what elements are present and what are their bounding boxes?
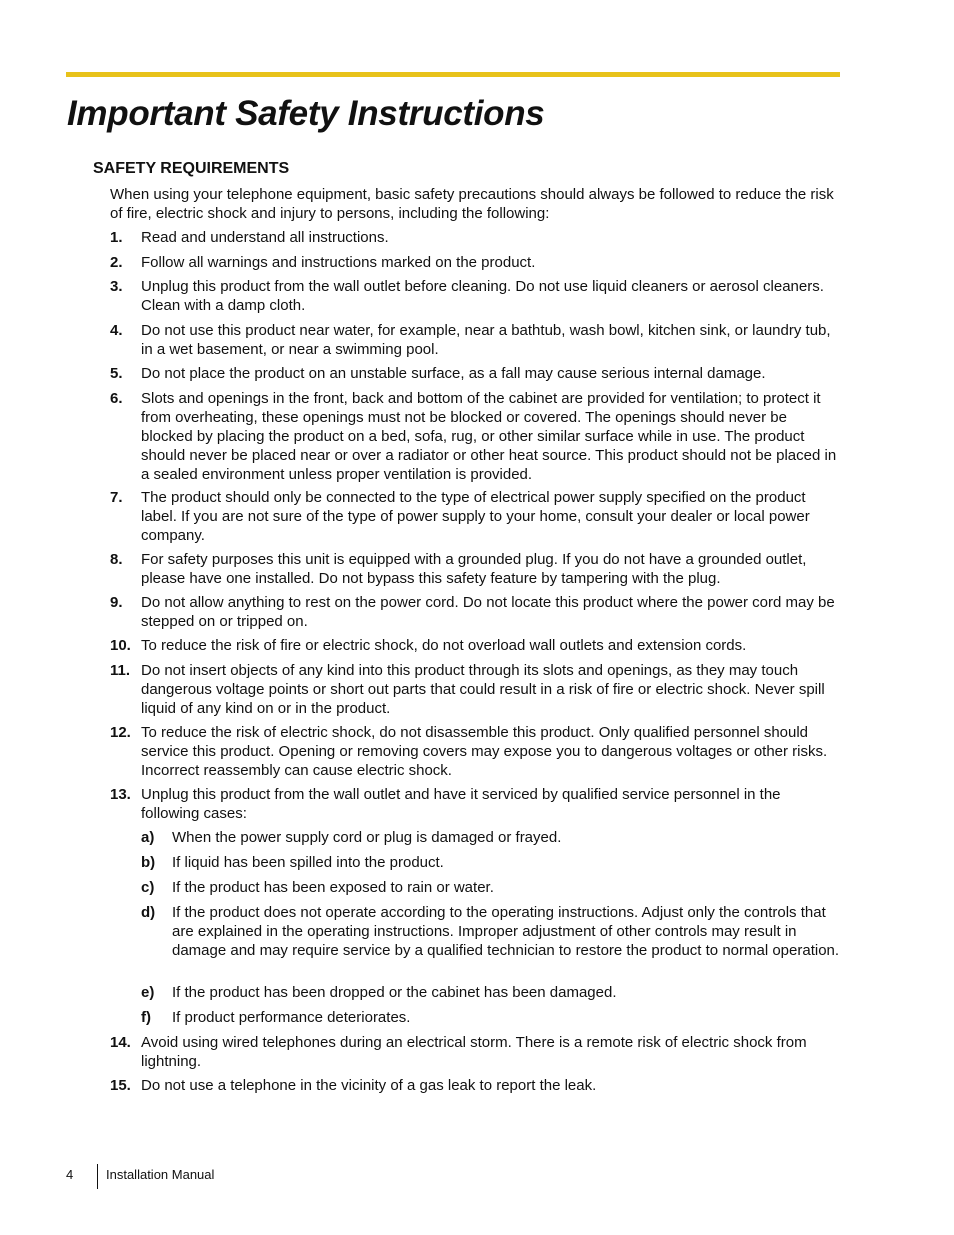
sub-list-item [141,853,840,878]
sub-item-letter: a) [141,829,155,846]
item-number: 8. [110,551,123,568]
item-number: 4. [110,322,123,339]
list-item [110,488,840,550]
sub-list-item [141,903,840,983]
list-item [110,785,840,828]
section-heading: SAFETY REQUIREMENTS [93,160,290,177]
item-number: 13. [110,786,131,803]
list-item [110,389,840,488]
item-text: Avoid using wired telephones during an electrical storm. There is a remote risk of electric shock from lightning. [141,1034,807,1070]
sub-list-item [141,1008,840,1033]
footer-divider [97,1164,98,1189]
list-item [110,1076,840,1101]
intro-paragraph: When using your telephone equipment, basic safety precautions should always be followed to reduce the risk of fire, electric shock and injury to persons, including the following: [110,186,834,222]
sub-item-text: If liquid has been spilled into the product. [172,854,444,871]
item-number: 12. [110,724,131,741]
item-number: 3. [110,278,123,295]
item-text: Unplug this product from the wall outlet before cleaning. Do not use liquid cleaners or aerosol cleaners. Clean with a damp cloth. [141,278,824,314]
sub-item-text: When the power supply cord or plug is damaged or frayed. [172,829,562,846]
item-text: Do not use this product near water, for example, near a bathtub, wash bowl, kitchen sink, or laundry tub, in a wet basement, or near a swimming pool. [141,322,831,358]
list-item [110,277,840,321]
item-number: 6. [110,390,123,407]
item-text: To reduce the risk of electric shock, do not disassemble this product. Only qualified personnel should service this product. Opening or removing covers may expose you to dangerous voltages or other risks. Incorrect reassembly can cause electric shock. [141,724,828,779]
item-number: 14. [110,1034,131,1051]
sub-item-letter: b) [141,854,156,871]
item-number: 1. [110,229,123,246]
header-rule [66,72,840,77]
list-item [110,636,840,661]
item-text: Do not place the product on an unstable surface, as a fall may cause serious internal damage. [141,365,766,382]
list-item [110,661,840,723]
item-text: For safety purposes this unit is equipped with a grounded plug. If you do not have a grounded outlet, please have one installed. Do not bypass this safety feature by tampering with the plug. [141,551,807,587]
item-text: Do not insert objects of any kind into this product through its slots and openings, as they may touch dangerous voltage points or short out parts that could result in a risk of fire or electric shock. Never spill liquid of any kind on or in the product. [141,662,825,717]
sub-item-letter: e) [141,984,155,1001]
list-item [110,364,840,389]
list-item [110,321,840,364]
item-number: 2. [110,254,123,271]
page-title: Important Safety Instructions [67,94,545,133]
list-item [110,550,840,593]
item-number: 7. [110,489,123,506]
item-text: The product should only be connected to the type of electrical power supply specified on the product label. If you are not sure of the type of power supply to your home, consult your dealer or local power company. [141,489,810,544]
page-number: 4 [66,1167,74,1182]
item-number: 15. [110,1077,131,1094]
item-number: 11. [110,662,131,679]
sub-list [141,828,840,1033]
sub-list-item [141,983,840,1008]
list-item [110,593,840,636]
sub-item-letter: d) [141,904,156,921]
item-text: Do not allow anything to rest on the power cord. Do not locate this product where the power cord may be stepped on or tripped on. [141,594,835,630]
list-item [110,723,840,785]
list-item [110,253,840,277]
sub-item-text: If the product has been exposed to rain or water. [172,879,494,896]
item-number: 9. [110,594,123,611]
safety-list [110,228,840,1101]
list-item [110,228,840,253]
item-number: 5. [110,365,123,382]
item-number: 10. [110,637,131,654]
item-text: Unplug this product from the wall outlet and have it serviced by qualified service personnel in the following cases: [141,786,781,822]
sub-item-text: If product performance deteriorates. [172,1009,411,1026]
sub-list-item [141,828,840,853]
item-text: Read and understand all instructions. [141,229,389,246]
sub-item-letter: f) [141,1009,151,1026]
item-text: Slots and openings in the front, back and bottom of the cabinet are provided for ventilation; to protect it from overheating, these openings must not be blocked or covered. The openings should never be blocked by placing the product on a bed, sofa, rug, or other similar surface while in use. The product should never be placed near or over a radiator or other heat source. This product should not be placed in a sealed environment unless proper ventilation is provided. [141,390,837,483]
item-text: Do not use a telephone in the vicinity of a gas leak to report the leak. [141,1077,597,1094]
item-text: Follow all warnings and instructions marked on the product. [141,254,536,271]
sub-list-item [141,878,840,903]
item-text: To reduce the risk of fire or electric shock, do not overload wall outlets and extension cords. [141,637,747,654]
footer-label: Installation Manual [106,1167,215,1182]
sub-item-text: If the product does not operate according to the operating instructions. Adjust only the controls that are explained in the operating instructions. Improper adjustment of other controls may result in damage and may require service by a qualified technician to restore the product to normal operation. [172,904,840,959]
sub-item-text: If the product has been dropped or the cabinet has been damaged. [172,984,617,1001]
list-item [110,1033,840,1076]
sub-item-letter: c) [141,879,155,896]
